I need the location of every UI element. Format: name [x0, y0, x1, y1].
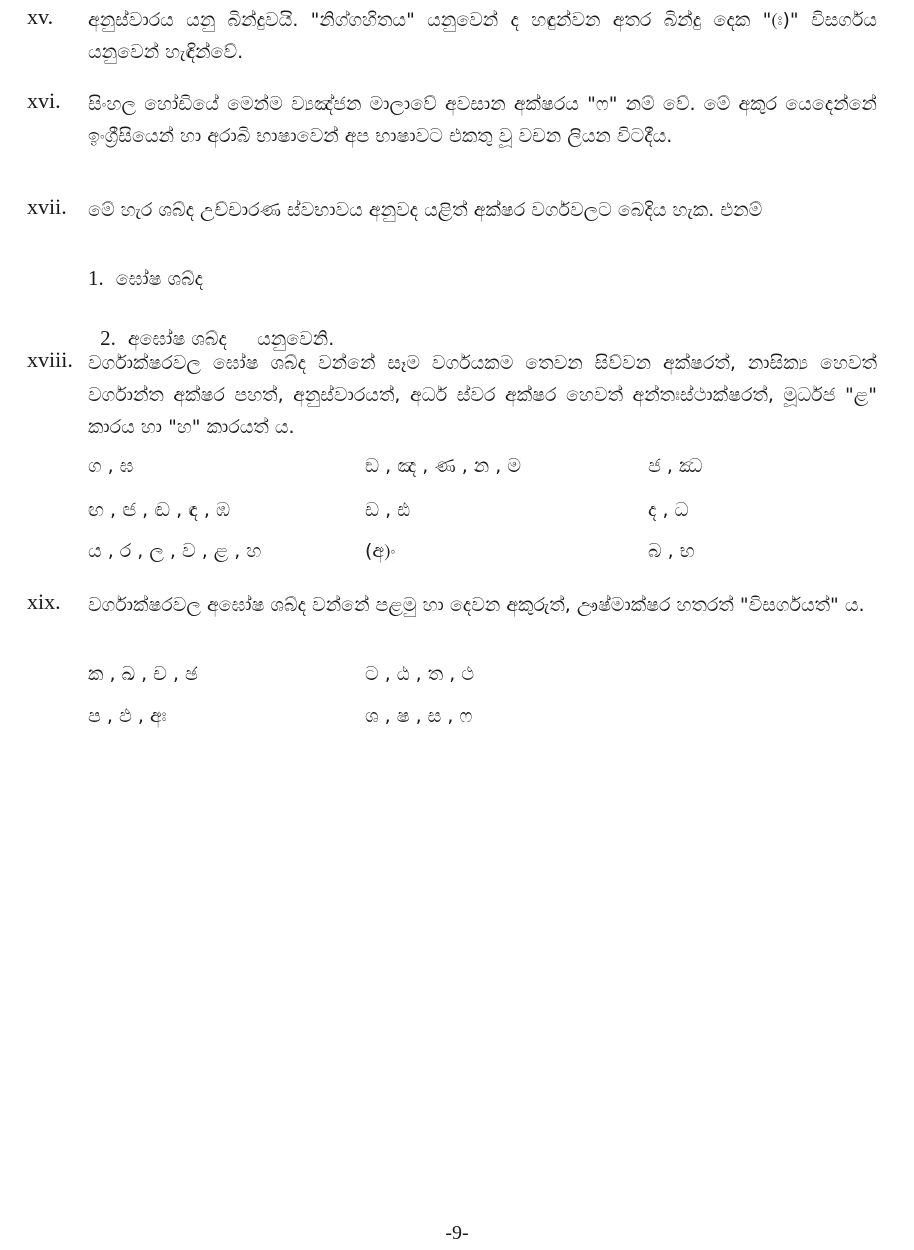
page-number: -9- — [445, 1222, 469, 1244]
section-number: xix. — [27, 589, 61, 614]
grid-cell: ද , ධ — [648, 499, 689, 521]
grid-cell: ක , ඛ , ච , ඡ — [88, 663, 198, 685]
section-number: xv. — [27, 4, 54, 29]
grid-cell: ජ , ඣ — [648, 455, 703, 477]
section-text: සිංහල හෝඩියේ මෙන්ම ව්‍යඤ්ජන මාලාවේ අවසාන අක්ෂරය "ෆ" නම් වේ. මේ අකුර යෙදෙන්නේ ඉංග්‍රීසියෙන් හා අරාබි භාෂාවෙන් අප භාෂාවට එකතු වූ වචන ලියන විටදීය. — [88, 93, 877, 147]
grid-cell: ඩ , ඪ — [365, 499, 411, 521]
list-item — [88, 266, 203, 291]
list-number: 1. — [88, 266, 104, 290]
section-xv — [27, 4, 877, 68]
section-xvi — [27, 88, 877, 152]
grid-row — [0, 455, 914, 485]
grid-row — [0, 663, 914, 693]
grid-cell: ය , ර , ල , ව , ළ , හ — [88, 540, 262, 562]
grid-cell: ශ , ෂ , ස , ෆ — [365, 705, 473, 727]
grid-row — [0, 705, 914, 735]
grid-cell: ග , ඝ — [88, 455, 134, 477]
grid-cell: බ , භ — [648, 540, 695, 562]
section-number: xviii. — [27, 347, 73, 372]
section-text: මේ හැර ශබ්ද උච්චාරණ ස්වභාවය අනුවද යළිත් අක්ෂර වර්ගවලට බෙදිය හැක. එනම් — [88, 199, 763, 221]
section-number: xvi. — [27, 88, 61, 113]
list-item — [88, 304, 334, 351]
list-number: 2. — [100, 326, 116, 350]
grid-cell: ප , ඵ , අඃ — [88, 705, 167, 727]
section-text: වර්ගාක්ෂරවල ඝෝෂ ශබ්ද වන්නේ සෑම වර්ගයකම තෙවන සිව්වන අක්ෂරත්, නාසික්‍ය හෙවත් වර්ගාන්ත අක්ෂර පහත්, අනුස්වාරයත්, අර්ධ ස්වර අක්ෂර හෙවත් අන්තඃස්ථාක්ෂරත්, මූර්ධජ "ළ" කාරය හා "හ" කාරයත් ය. — [88, 352, 877, 438]
section-xvii — [27, 194, 877, 226]
grid-row — [0, 540, 914, 570]
list-text: අඝෝෂ ශබ්ද යනුවෙනි. — [127, 328, 335, 350]
grid-cell: ඟ , ඦ , ඬ , ඳ , ඹ — [88, 499, 231, 521]
grid-cell: ඞ , ඤ , ණ , න , ම — [365, 455, 522, 477]
grid-cell: (අ)ං — [365, 540, 396, 562]
section-xviii — [27, 347, 877, 443]
section-number: xvii. — [27, 194, 67, 219]
grid-cell: ට , ඨ , ත , ථ — [365, 663, 475, 685]
grid-row — [0, 499, 914, 529]
section-text: අනුස්වාරය යනු බින්දුවයි. "නිග්ගහිතය" යනුවෙන් ද හඳුන්වන අතර බින්දු දෙක "(ඃ)" විසර්ගය යනුවෙන් හැඳින්වේ. — [88, 9, 877, 63]
section-text: වර්ගාක්ෂරවල අඝෝෂ ශබ්ද වන්නේ පළමු හා දෙවන අකුරුත්, ඌෂ්මාක්ෂර හතරත් "විසර්ගයත්" ය. — [88, 594, 865, 616]
section-xix — [27, 589, 877, 621]
list-text: ඝෝෂ ශබ්ද — [115, 268, 204, 290]
